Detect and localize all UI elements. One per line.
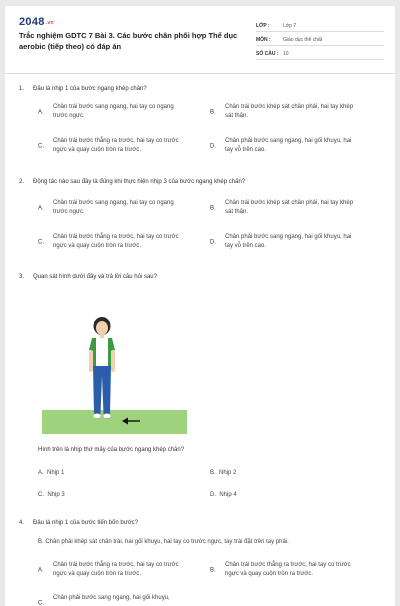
option-letter: C.	[38, 143, 50, 152]
info-row-subject	[256, 32, 384, 46]
option-2d[interactable]	[210, 233, 360, 253]
option-text: Chân trái bước thẳng ra trước, hai tay co trước ngực và quay cuộn tròn ra trước.	[53, 137, 188, 155]
option-4c[interactable]	[38, 594, 188, 606]
option-1d[interactable]	[210, 137, 360, 157]
question-number: 4.	[19, 520, 33, 526]
option-text: Chân trái bước khép sát chân phải, hai tay khép sát thân.	[225, 199, 360, 217]
question-2	[19, 179, 245, 185]
question-1	[19, 86, 147, 92]
option-text: Chân phải bước sang ngang, hai gối khuỵu, hai tay vỗ trên cao.	[225, 233, 360, 251]
option-text: Chân trái bước sang ngang, hai tay co ngang trước ngực.	[53, 103, 188, 121]
option-text: Chân phải bước sang ngang, hai gối khuỵu,	[53, 594, 188, 603]
option-text: Nhịp 4	[219, 492, 236, 498]
option-3d[interactable]	[210, 492, 237, 498]
option-letter: B.	[210, 109, 222, 118]
option-letter: B.	[210, 205, 222, 214]
question-number: 1.	[19, 86, 33, 92]
option-text: Chân trái bước thẳng ra trước, hai tay co trước ngực và quay cuộn tròn ra trước.	[53, 561, 188, 579]
option-letter: D.	[210, 239, 222, 248]
option-text: Nhịp 3	[47, 492, 64, 498]
header	[5, 6, 395, 66]
question-text: Động tác nào sau đây là đúng khi thực hiện nhịp 3 của bước ngang khép chân?	[33, 179, 245, 185]
option-letter: A.	[38, 567, 50, 576]
option-letter: C.	[38, 492, 44, 498]
option-text: Chân trái bước thẳng ra trước, hai tay co trước ngực và quay cuộn tròn ra trước.	[53, 233, 188, 251]
arrow-left-icon	[122, 417, 140, 425]
option-letter: B.	[210, 567, 222, 576]
option-2c[interactable]	[38, 233, 188, 253]
option-letter: A.	[38, 109, 50, 118]
info-value: 10	[283, 51, 289, 57]
option-1b[interactable]	[210, 103, 360, 123]
option-3c[interactable]	[38, 492, 65, 498]
question-text: Đâu là nhịp 1 của bước ngang khép chân?	[33, 86, 147, 92]
info-label: SỐ CÂU :	[256, 51, 283, 57]
option-letter: B.	[38, 539, 44, 545]
option-3b[interactable]	[210, 470, 236, 476]
option-1c[interactable]	[38, 137, 188, 157]
option-2a[interactable]	[38, 199, 188, 219]
info-row-count	[256, 46, 384, 60]
question-text: Đâu là nhịp 1 của bước tiến bốn bước?	[33, 520, 138, 526]
option-4b[interactable]	[210, 561, 360, 581]
option-text: Chân trái bước thẳng ra trước, hai tay co trước ngực và quay cuộn tròn ra trước.	[225, 561, 360, 579]
site-logo[interactable]: 2048.vn	[19, 16, 381, 28]
option-text: Nhịp 1	[47, 470, 64, 476]
option-letter: C.	[38, 600, 50, 606]
quiz-info	[256, 18, 384, 60]
exercise-illustration	[42, 314, 187, 434]
info-label: LỚP :	[256, 23, 283, 29]
page	[5, 6, 395, 606]
option-1a[interactable]	[38, 103, 188, 123]
question-number: 3.	[19, 274, 33, 280]
option-text: Nhịp 2	[219, 470, 236, 476]
page-title: Trắc nghiệm GDTC 7 Bài 3. Các bước chân phối hợp Thể dục aerobic (tiếp theo) có đáp án	[19, 30, 239, 52]
option-text: Chân trái bước khép sát chân phải, hai tay khép sát thân.	[225, 103, 360, 121]
question-3	[19, 274, 157, 280]
info-row-class	[256, 18, 384, 32]
question-3-subtext: Hình trên là nhịp thứ mấy của bước ngang khép chân?	[38, 447, 184, 453]
student-figure	[82, 314, 122, 434]
option-3a[interactable]	[38, 470, 64, 476]
option-letter: B.	[210, 470, 216, 476]
option-letter: D.	[210, 492, 216, 498]
info-label: MÔN :	[256, 37, 283, 43]
option-letter: C.	[38, 239, 50, 248]
option-text: Chân phải khép sát chân trái, hai gối khuỵu, hai tay co trước ngực, tay trái đặt trên tay phải.	[45, 539, 288, 545]
header-divider	[5, 73, 395, 74]
answer-4b[interactable]	[38, 539, 383, 545]
question-text: Quan sát hình dưới đây và trả lời câu hỏi sau?	[33, 274, 157, 280]
option-text: Chân trái bước sang ngang, hai tay co ngang trước ngực.	[53, 199, 188, 217]
option-letter: D.	[210, 143, 222, 152]
option-2b[interactable]	[210, 199, 360, 219]
info-value: Giáo dục thể chất	[283, 37, 322, 43]
info-value: Lớp 7	[283, 23, 296, 29]
question-4	[19, 520, 138, 526]
option-4a[interactable]	[38, 561, 188, 581]
option-letter: A.	[38, 205, 50, 214]
option-text: Chân phải bước sang ngang, hai gối khuỵu, hai tay vỗ trên cao.	[225, 137, 360, 155]
question-number: 2.	[19, 179, 33, 185]
option-letter: A.	[38, 470, 44, 476]
